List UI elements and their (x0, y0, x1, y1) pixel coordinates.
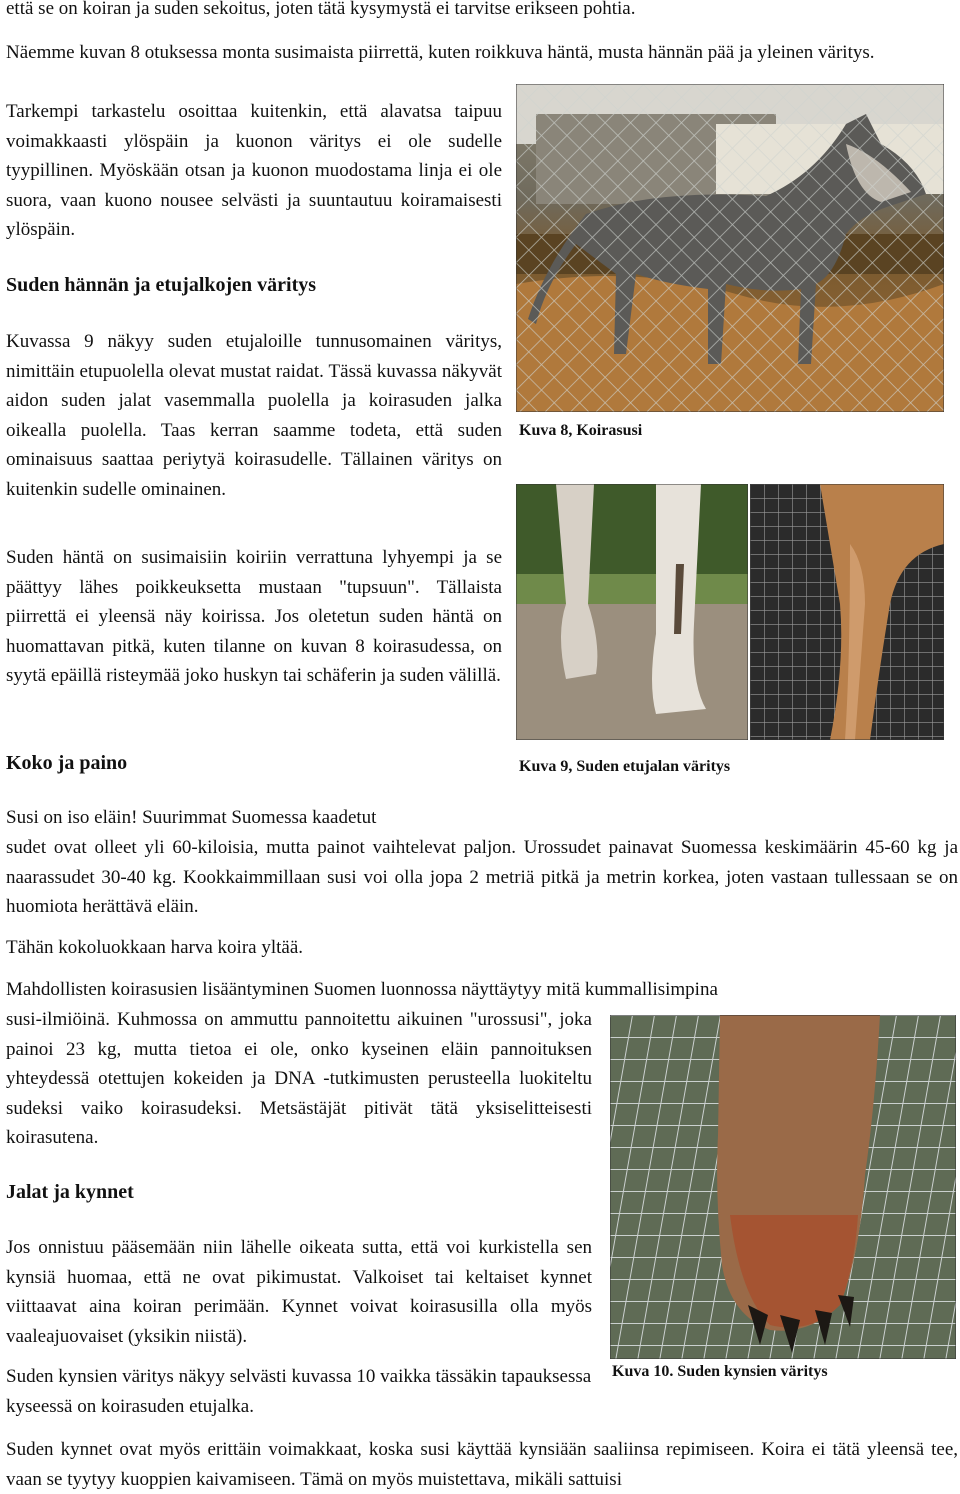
paragraph-fig8-analysis: Tarkempi tarkastelu osoittaa kuitenkin, että alavatsa taipuu voimakkaasti ylöspäin ja kuonon väritys ei ole sudelle tyypillinen. Myöskään otsan ja kuonon muodostama linja ei ole suora, vaan kuono nousee selvästi ja suuntautuu koiramaisesti ylöspäin. (6, 101, 502, 241)
paragraph-wolfdog-phenomena-intro: Mahdollisten koirasusien lisääntyminen Suomen luonnossa näyttäytyy mitä kummallisimpina (6, 979, 718, 1000)
paragraph-tail: Suden häntä on susimaisiin koiriin verrattuna lyhyempi ja se päättyy lähes poikkeuksetta mustaan "tupsuun". Tällaista piirrettä ei yleensä näy koirissa. Jos oletetun suden häntä on huomattavan pitkä, kuten tilanne on kuvan 8 koirasudessa, on syytä epäillä risteymää joko huskyn tai schäferin ja suden välillä. (6, 547, 502, 687)
paragraph-size-weights: sudet ovat olleet yli 60-kiloisia, mutta painot vaihtelevat paljon. Urossudet painavat Suomessa keskimäärin 45-60 kg ja naarassudet 30-40 kg. Kookkaimmillaan susi voi olla jopa 2 metriä pitkä ja metrin korkea, joten vastaan tullessaan se on huomiota herättävä eläin. (6, 837, 958, 918)
heading-tail-and-legs: Suden hännän ja etujalkojen väritys (6, 274, 317, 296)
caption-figure-9: Kuva 9, Suden etujalan väritys (519, 758, 731, 775)
paragraph-size-intro: Susi on iso eläin! Suurimmat Suomessa kaadetut (6, 807, 377, 828)
paragraph-fig9-description: Kuvassa 9 näkyy suden etujaloille tunnusomainen väritys, nimittäin etupuolella olevat mustat raidat. Tässä kuvassa näkyvät aidon suden jalat vasemmalla puolella ja koirasuden jalka oikealla puolella. Taas kerran saamme todeta, että suden ominaisuus saattaa periytyä koirasudelle. Tällainen väritys on kuitenkin sudelle ominainen. (6, 331, 502, 500)
paragraph-continuation: että se on koiran ja suden sekoitus, joten tätä kysymystä ei tarvitse erikseen pohtia. (6, 0, 636, 19)
figure-9-wolf-legs-photo (516, 484, 748, 740)
figure-8-wolfdog-photo (516, 84, 944, 412)
paragraph-claw-color: Suden kynsien väritys näkyy selvästi kuvassa 10 vaikka tässäkin tapauksessa kyseessä on koirasuden etujalka. (6, 1366, 592, 1417)
caption-figure-8: Kuva 8, Koirasusi (519, 422, 643, 439)
paragraph-claws: Jos onnistuu pääsemään niin lähelle oikeata sutta, että voi kurkistella sen kynsiä huomaa, että ne ovat pikimustat. Valkoiset tai keltaiset kynnet viittaavat aina koiran perimään. Kynnet voivat koirasusilla olla myös vaaleajuovaiset (yksikin niistä). (6, 1237, 592, 1347)
paragraph-claw-strength: Suden kynnet ovat myös erittäin voimakkaat, koska susi käyttää kynsiään saaliinsa repimiseen. Koira ei tätä yleensä tee, vaan se tyytyy kuoppien kaivamiseen. Tämä on myös muistettava, mikäli sattuisi (6, 1439, 958, 1490)
paragraph-wolfdog-phenomena: susi-ilmiöinä. Kuhmossa on ammuttu pannoitettu aikuinen "urossusi", joka painoi 23 kg, mutta tietoa ei ole, onko kyseinen eläin pannoituksen yhteydessä otettujen kokeiden ja DNA -tutkimusten perusteella luokiteltu sudeksi vaiko koirasudeksi. Metsästäjät pitivät tätä yksiselitteisesti koirasutena. (6, 1009, 592, 1149)
figure-10-wolf-claws-photo (610, 1015, 956, 1359)
paragraph-size-conclusion: Tähän kokoluokkaan harva koira yltää. (6, 937, 304, 958)
figure-9-wolfdog-leg-photo (750, 484, 944, 740)
heading-size-and-weight: Koko ja paino (6, 752, 128, 774)
heading-legs-and-claws: Jalat ja kynnet (6, 1181, 134, 1203)
caption-figure-10: Kuva 10. Suden kynsien väritys (612, 1363, 828, 1380)
paragraph-fig8-intro: Näemme kuvan 8 otuksessa monta susimaista piirrettä, kuten roikkuva häntä, musta hännän pää ja yleinen väritys. (6, 42, 875, 63)
